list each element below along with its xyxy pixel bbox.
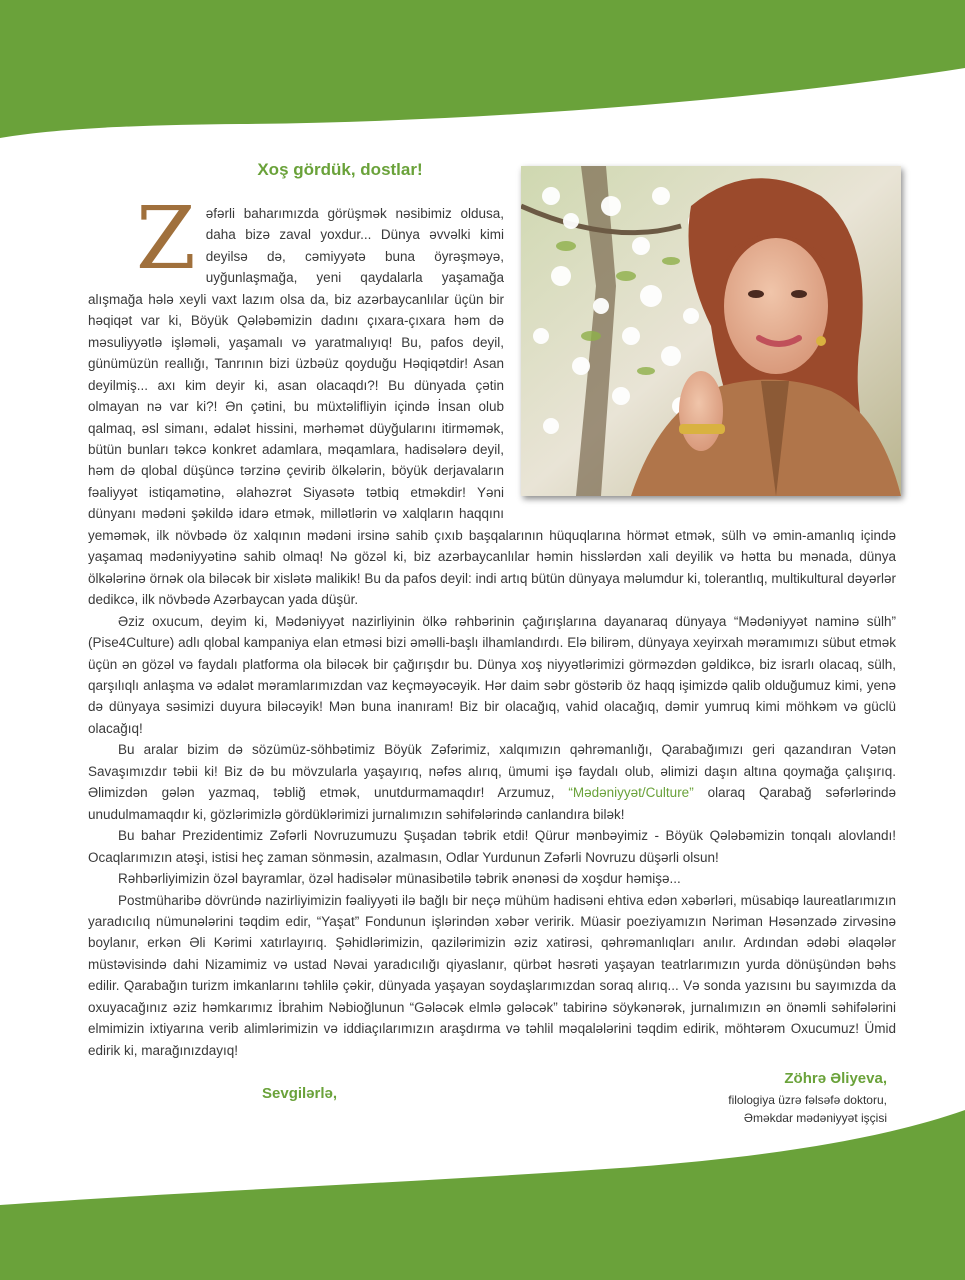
- author-honor: Əməkdar mədəniyyət işçisi: [743, 1111, 887, 1125]
- top-green-wave: [0, 0, 965, 150]
- paragraph-2: Əziz oxucum, deyim ki, Mədəniyyət nazirliyinin ölkə rəhbərinin çağırışlarına dayanaraq dünyaya “Mədəniyyət naminə sülh” (Pise4Culture) adlı qlobal kampaniya elan etməsi bizi əməlli-başlı ilhamlandırdı. Elə bilirəm, dünyaya xeyirxah məramımızı sübut etmək üçün ən gözəl və faydalı platforma ola biləcək bir çağırışdır bu. Dünya xoş niyyətlərimizi görməzdən gəldikcə, biz israrlı olacaq, sülh, qarşılıqlı anlaşma və ədalət məramlarımızdan vaz keçməyəcəyik. Hər daim səbr göstərib öz haqq işimizdə qalib olduğumuz kimi, yenə də dünyaya səsimizi duyura biləcəyik! Mən buna inanıram! Biz bir olacağıq, vahid olacağıq, dəmir yumruq kimi möhkəm və güclü olacağıq!: [88, 613, 896, 736]
- intro-paragraph: Zəfərli baharımızda görüşmək nəsibimiz oldusa, daha bizə zaval yoxdur... Dünya əvvəlki kimi deyilsə də, cəmiyyətə buna öyrəşməyə, uyğunlaşmağa, yeni qaydalarla yaşamağa alışmağa hələ xeyli vaxt lazım olsa da, biz azərbaycanlılar üçün bir həqiqət var ki, Böyük Qələbəmizin dadını çıxara-çıxara həm də məsuliyyətlə işləməli, yaşamalı və yaratmalıyıq! Bu, pafos deyil, günümüzün reallığı, Tanrının bizi üzbəüz qoyduğu Həqiqətdir! Asan deyilmiş... axı kim deyir ki, asan olacaqdı?! Bu dünyada çətin olmayan nə var ki?! Ən çətini, bu müxtəlifliyin içində İnsan olub qalmaq, əsl simanı, ədalət hissini, mərhəmət düyğularını itirməmək, bütün bunları təkcə konkret adamlara, məqamlara, hadisələrə deyil, həm də qlobal düşüncə tərzinə çevirib ölkələrin, böyük derjavaların fəaliyyət istiqamətinə, əlahəzrət Siyasətə tətbiq etməkdir! Yəni dünyanı mədəni şəkildə idarə etmək, millətlərin və xalqların haqqını yeməmək, ilk növbədə öz xalqının mədəni irsinə sahib çıxıb başqalarının hüquqlarına hörmət etmək, sülh və əmin-amanlıq içində yaşamaq mədəniyyətinə sahib olmaq! Nə gözəl ki, biz azərbaycanlılar həmin hisslərdən xali deyilik və hətta bu mənada, dünya ölkələrinə örnək ola biləcək bir xislətə malikik! Bu da pafos deyil: indi artıq bütün dünyaya məlumdur ki, tolerantlıq, multikultural dəyərlər dedikcə, ilk növbədə Azərbaycan yada düşür.: [88, 189, 896, 608]
- culture-highlight: “Mədəniyyət/Culture”: [568, 785, 694, 801]
- paragraph-6: Postmüharibə dövründə nazirliyimizin fəaliyyəti ilə bağlı bir neçə mühüm hadisəni ehtiva edən xəbərləri, müsabiqə laureatlarımızın yaradıcılıq nümunələrini təqdim edir, “Yaşat” Fondunun işlərindən xəbər veririk. Müasir poeziyamızın Nəriman Həsənzadə zirvəsinə boylanır, erkən Əli Kərimi xatırlayırıq. Şəhidlərimizin, qazilərimizin əziz xatirəsi, qəhrəmanlıqları anılır. Ardından ədəbi əlaqələr müstəvisində dahi Nizamimiz və ustad Nəvai yaradıcılığı qiyaslanır, qürbət həsrəti yaşayan teatrlarımızın yurda dönüşündən bəhs edilir. Qarabağın turizm imkanlarını təhlilə çəkir, dünyada yaşayan soydaşlarımızdan soraq alırıq... Və sonda yazısını bu sayımızda da oxuyacağınız əziz həmkarımız İbrahim Nəbioğlunun “Gələcək elmlə gələcək” tabirinə söykənərək, jurnalımızın ən önəmli səhifələrini elmimizin ixtiyarına verib alimlərimizin və iddiaçılarımızın araşdırma və təhlil məqalələrini təqdim edirik, möhtərəm Oxucumuz! Ümid edirik ki, marağınızdayıq!: [88, 892, 896, 1058]
- drop-cap: Z: [136, 189, 196, 289]
- paragraph-4: Bu bahar Prezidentimiz Zəfərli Novruzumuzu Şuşadan təbrik etdi! Qürur mənbəyimiz - Böyük Qələbəmizin tonqalı alovlandı! Ocaqlarımızın atəşi, istisi heç zaman sönməsin, azalmasın, Odlar Yurdunun Zəfərli Novruzu düşərli olsun!: [88, 828, 896, 865]
- sign-off: Sevgilərlə,: [262, 1085, 338, 1102]
- editorial-text: [88, 189, 896, 1061]
- paragraph-5: Rəhbərliyimizin özəl bayramlar, özəl hadisələr münasibətilə təbrik ənənəsi də xoşdur həmişə...: [118, 871, 681, 887]
- author-name: Zöhrə Əliyeva,: [784, 1070, 887, 1087]
- author-title: filologiya üzrə fəlsəfə doktoru,: [728, 1093, 887, 1107]
- bottom-green-wave: [0, 1110, 965, 1280]
- paragraph-3: Bu aralar bizim də sözümüz-söhbətimiz Böyük Zəfərimiz, xalqımızın qəhrəmanlığı, Qarabağımızı geri qazandıran Vətən Savaşımızdır təbii ki! Biz də bu mövzularla yaşayırıq, nəfəs alırıq, ümumi işə faydalı olub, əlimizi daşın altına qoymağa çalışırıq. Əlimizdən gələn yazmaq, təbliğ etmək, unutdurmamaqdır! Arzumuz, “Mədəniyyət/Culture” olaraq Qarabağ səfərlərində unudulmamaqdır ki, gözlərimizlə gördüklərimizi jurnalımızın səhifələrində canlandıra bilək!: [88, 742, 896, 822]
- page-heading: Xoş gördük, dostlar!: [257, 160, 423, 179]
